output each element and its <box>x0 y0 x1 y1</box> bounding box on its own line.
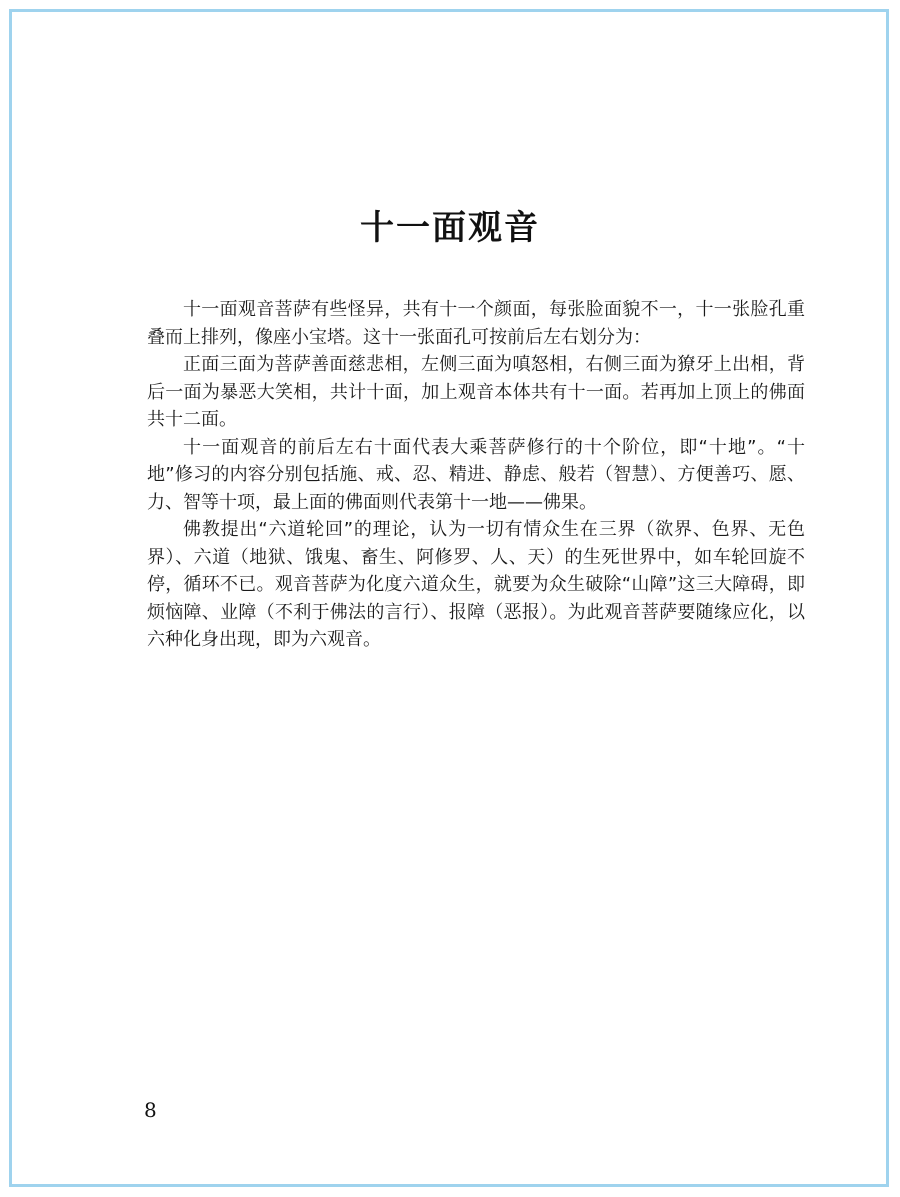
paragraph-4: 佛教提出“六道轮回”的理论，认为一切有情众生在三界（欲界、色界、无色界）、六道（地狱、饿鬼、畜生、阿修罗、人、天）的生死世界中，如车轮回旋不停，循环不已。观音菩萨为化度六道众生，就要为众生破除“山障”这三大障碍，即烦恼障、业障（不利于佛法的言行）、报障（恶报）。为此观音菩萨要随缘应化，以六种化身出现，即为六观音。 <box>147 519 805 650</box>
paragraph-3: 十一面观音的前后左右十面代表大乘菩萨修行的十个阶位，即“十地”。“十地”修习的内容分别包括施、戒、忍、精进、静虑、般若（智慧）、方便善巧、愿、力、智等十项，最上面的佛面则代表第十一地——佛果。 <box>147 436 805 513</box>
page-title: 十一面观音 <box>360 208 540 248</box>
paragraph-2: 正面三面为菩萨善面慈悲相，左侧三面为嗔怒相，右侧三面为獠牙上出相，背后一面为暴恶大笑相，共计十面，加上观音本体共有十一面。若再加上顶上的佛面共十二面。 <box>147 354 805 430</box>
paragraph-1: 十一面观音菩萨有些怪异，共有十一个颜面，每张脸面貌不一，十一张脸孔重叠而上排列，像座小宝塔。这十一张面孔可按前后左右划分为： <box>147 299 805 348</box>
body-text <box>147 296 805 654</box>
page-number: 8 <box>144 1098 157 1122</box>
